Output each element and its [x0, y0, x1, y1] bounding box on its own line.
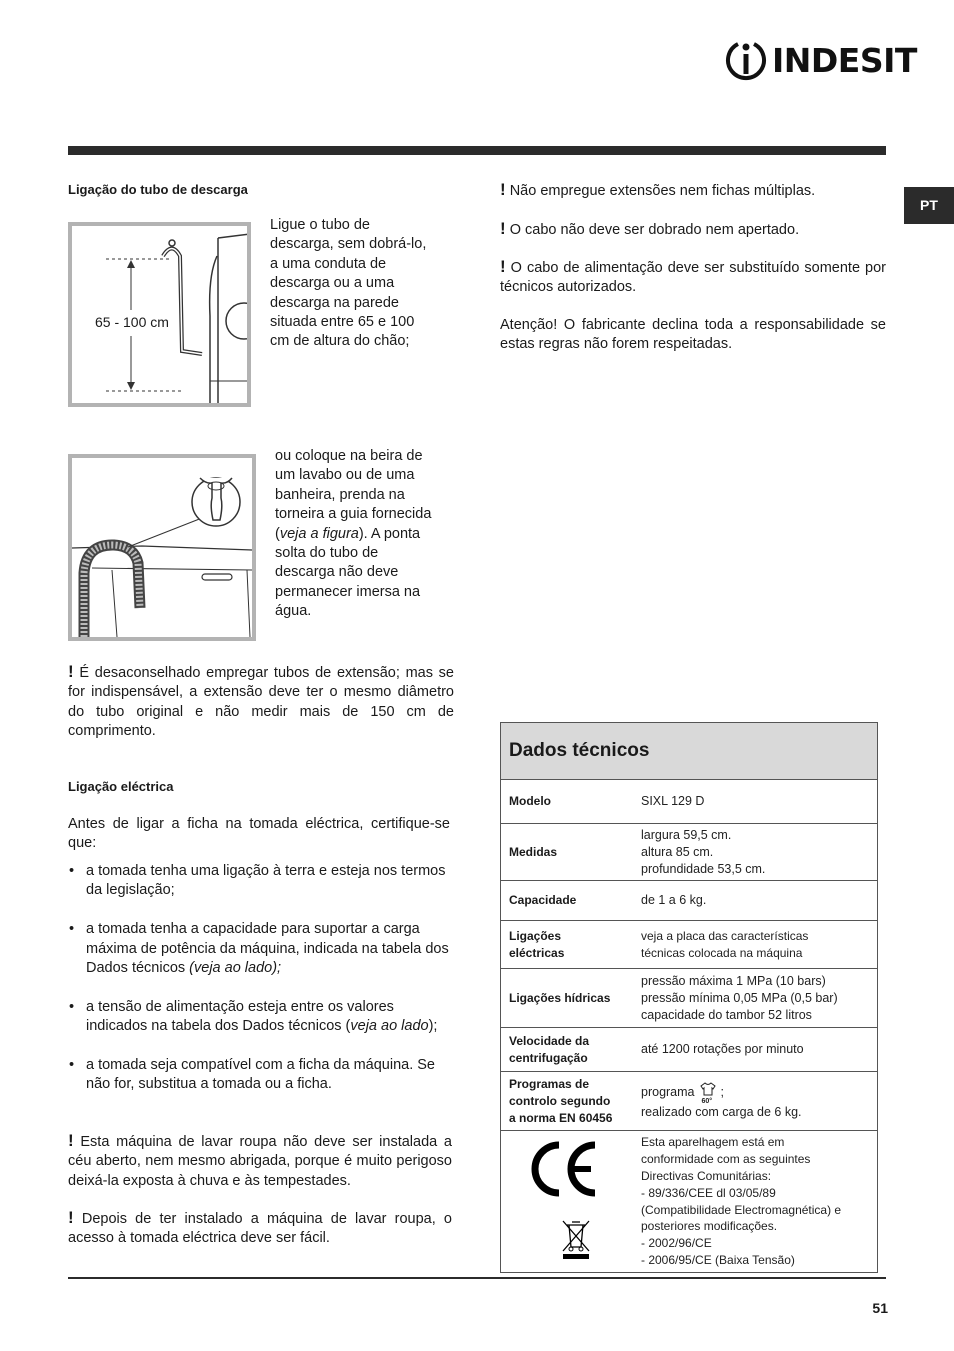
page-number: 51 — [872, 1300, 888, 1316]
warning-mark: ! — [500, 180, 506, 199]
warning-no-extensions: ! Não empregue extensões nem fichas múltiplas. — [500, 180, 816, 199]
checklist-item: • a tomada seja compatível com a ficha da máquina. Se não for, substitua a tomada ou a ficha. — [68, 1056, 450, 1095]
warning-cable-bend: ! O cabo não deve ser dobrado nem apertado. — [500, 219, 800, 238]
header-rule — [68, 146, 886, 155]
warning-mark: ! — [500, 219, 506, 238]
basin-hose-illustration — [72, 458, 252, 637]
footer-rule — [68, 1277, 886, 1279]
warning-mark: ! — [500, 257, 506, 276]
figure-reference: veja a figura — [279, 525, 359, 542]
warning-cable-replace: ! O cabo de alimentação deve ser substituído somente por técnicos autorizados. — [500, 257, 886, 296]
liability-notice: Atenção! O fabricante declina toda a responsabilidade se estas regras não forem respeitadas. — [500, 317, 886, 353]
checklist-item: • a tomada tenha uma ligação à terra e esteja nos termos da legislação; — [68, 862, 450, 901]
electric-heading: Ligação eléctrica — [68, 779, 174, 794]
outdoor-warning: ! Esta máquina de lavar roupa não deve ser instalada a céu aberto, nem mesmo abrigada, porque é muito perigoso deixá-la exposta à chuva e às tempestades. — [68, 1131, 452, 1189]
warning-mark: ! — [68, 1208, 74, 1227]
spec-row-dimensions: Medidas largura 59,5 cm. altura 85 cm. profundidade 53,5 cm. — [501, 824, 877, 881]
technical-data-table — [500, 722, 878, 1273]
extension-warning: ! É desaconselhado empregar tubos de extensão; mas se for indispensável, a extensão deve ter o mesmo diâmetro do tubo original e não medir mais de 150 cm de comprimento. — [68, 662, 454, 740]
electric-checklist — [68, 862, 450, 1114]
spec-row-test-programs: Programas de controlo segundo a norma EN 60456 programa 60° ; realizado com carga de 6 kg. — [501, 1072, 877, 1131]
technical-data-title: Dados técnicos — [501, 723, 877, 780]
drain-instruction-1: Ligue o tubo de descarga, sem dobrá-lo, a uma conduta de descarga ou a uma descarga na parede situada entre 65 e 100 cm de altura do chão; — [270, 217, 427, 350]
drain-height-label: 65 - 100 cm — [95, 314, 169, 330]
weee-bin-icon — [561, 1219, 591, 1261]
cotton-program-icon: 60° — [698, 1082, 718, 1104]
access-warning: ! Depois de ter instalado a máquina de lavar roupa, o acesso à tomada eléctrica deve ser fácil. — [68, 1208, 453, 1247]
checklist-item: • a tomada tenha a capacidade para suportar a carga máxima de potência da máquina, indicada na tabela dos Dados técnicos (veja ao lado); — [68, 920, 450, 978]
brand-name: INDESIT — [772, 41, 917, 80]
warning-mark: ! — [68, 662, 74, 681]
spec-row-water: Ligações hídricas pressão máxima 1 MPa (10 bars) pressão mínima 0,05 MPa (0,5 bar) capacidade do tambor 52 litros — [501, 969, 877, 1028]
indesit-logo-icon — [724, 39, 768, 83]
checklist-item: • a tensão de alimentação esteja entre os valores indicados na tabela dos Dados técnicos (veja ao lado); — [68, 998, 450, 1037]
language-tab: PT — [904, 187, 954, 224]
warning-mark: ! — [68, 1131, 74, 1150]
spec-row-electrical: Ligações eléctricas veja a placa das características técnicas colocada na máquina — [501, 921, 877, 969]
indesit-logo — [724, 38, 917, 84]
ce-mark-icon — [529, 1139, 599, 1199]
drain-height-figure — [68, 222, 251, 407]
spec-row-capacity: Capacidade de 1 a 6 kg. — [501, 881, 877, 921]
basin-drain-figure — [68, 454, 256, 641]
electric-intro: Antes de ligar a ficha na tomada eléctrica, certifique-se que: — [68, 816, 450, 852]
drain-heading: Ligação do tubo de descarga — [68, 182, 248, 197]
spec-row-model: Modelo SIXL 129 D — [501, 780, 877, 824]
drain-instruction-2: ou coloque na beira de um lavabo ou de uma banheira, prenda na torneira a guia fornecida (veja a figura). A ponta solta do tubo de descarga não deve permanecer imersa na água. — [275, 448, 432, 620]
spec-row-spin-speed: Velocidade da centrifugação até 1200 rotações por minuto — [501, 1028, 877, 1072]
spec-row-conformity: Esta aparelhagem está em conformidade com as seguintes Directivas Comunitárias: - 89/336/CEE dl 03/05/89 (Compatibilidade Electromagnética) e posteriores modificações. - 2002/96/CE - 2006/95/CE (Baixa Tensão) — [501, 1131, 877, 1272]
